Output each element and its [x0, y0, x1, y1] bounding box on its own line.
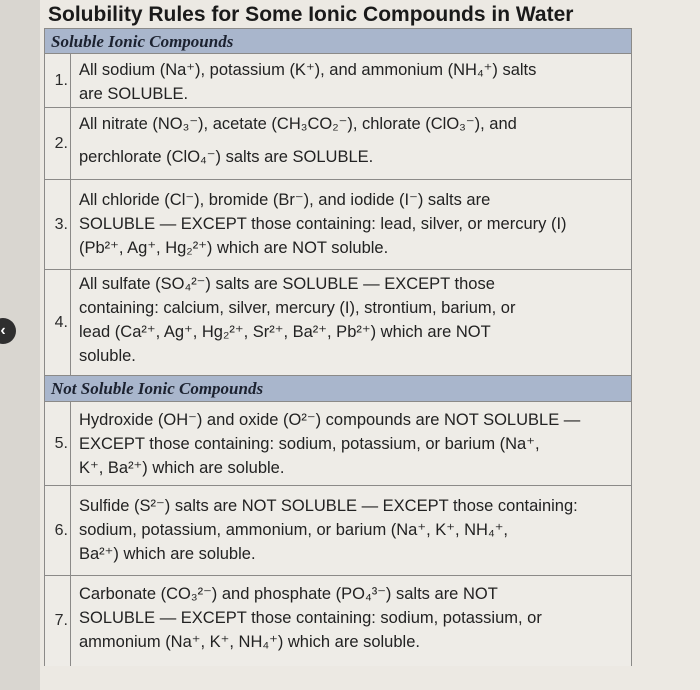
section-header-soluble: Soluble Ionic Compounds	[45, 28, 631, 54]
table-row	[45, 402, 631, 486]
table-row	[45, 576, 631, 666]
table-row	[45, 108, 631, 180]
page-title: Solubility Rules for Some Ionic Compounds in Water	[48, 3, 574, 26]
solubility-table	[44, 28, 632, 666]
rule-number: 5.	[45, 402, 71, 485]
table-row	[45, 486, 631, 576]
rule-text: Hydroxide (OH⁻) and oxide (O²⁻) compounds are NOT SOLUBLE — EXCEPT those containing: sodium, potassium, or barium (Na⁺, K⁺, Ba²⁺) which are soluble.	[79, 411, 581, 477]
rule-text: All sodium (Na⁺), potassium (K⁺), and ammonium (NH₄⁺) salts are SOLUBLE.	[79, 61, 537, 103]
table-row	[45, 180, 631, 270]
rule-text: All chloride (Cl⁻), bromide (Br⁻), and iodide (I⁻) salts are SOLUBLE — EXCEPT those containing: lead, silver, or mercury (I) (Pb²⁺, Ag⁺, Hg₂²⁺) which are NOT soluble.	[79, 191, 567, 257]
rule-number: 7.	[45, 576, 71, 666]
rule-text: Carbonate (CO₃²⁻) and phosphate (PO₄³⁻) salts are NOT SOLUBLE — EXCEPT those containing: sodium, potassium, or ammonium (Na⁺, K⁺, NH₄⁺) which are soluble.	[79, 585, 542, 651]
rule-number: 3.	[45, 180, 71, 269]
chevron-left-icon[interactable]: ‹	[0, 318, 16, 344]
table-row	[45, 54, 631, 108]
rule-number: 2.	[45, 108, 71, 179]
rule-number: 1.	[45, 54, 71, 107]
rule-text: Sulfide (S²⁻) salts are NOT SOLUBLE — EXCEPT those containing: sodium, potassium, ammonium, or barium (Na⁺, K⁺, NH₄⁺, Ba²⁺) which are soluble.	[79, 497, 578, 563]
rule-text: All nitrate (NO₃⁻), acetate (CH₃CO₂⁻), chlorate (ClO₃⁻), and perchlorate (ClO₄⁻) salts are SOLUBLE.	[79, 115, 517, 166]
rule-number: 6.	[45, 486, 71, 575]
table-row	[45, 270, 631, 376]
section-header-not-soluble: Not Soluble Ionic Compounds	[45, 376, 631, 402]
rule-number: 4.	[45, 270, 71, 375]
rule-text: All sulfate (SO₄²⁻) salts are SOLUBLE — EXCEPT those containing: calcium, silver, mercury (I), strontium, barium, or lead (Ca²⁺, Ag⁺, Hg₂²⁺, Sr²⁺, Ba²⁺, Pb²⁺) which are NOT soluble.	[79, 275, 516, 365]
